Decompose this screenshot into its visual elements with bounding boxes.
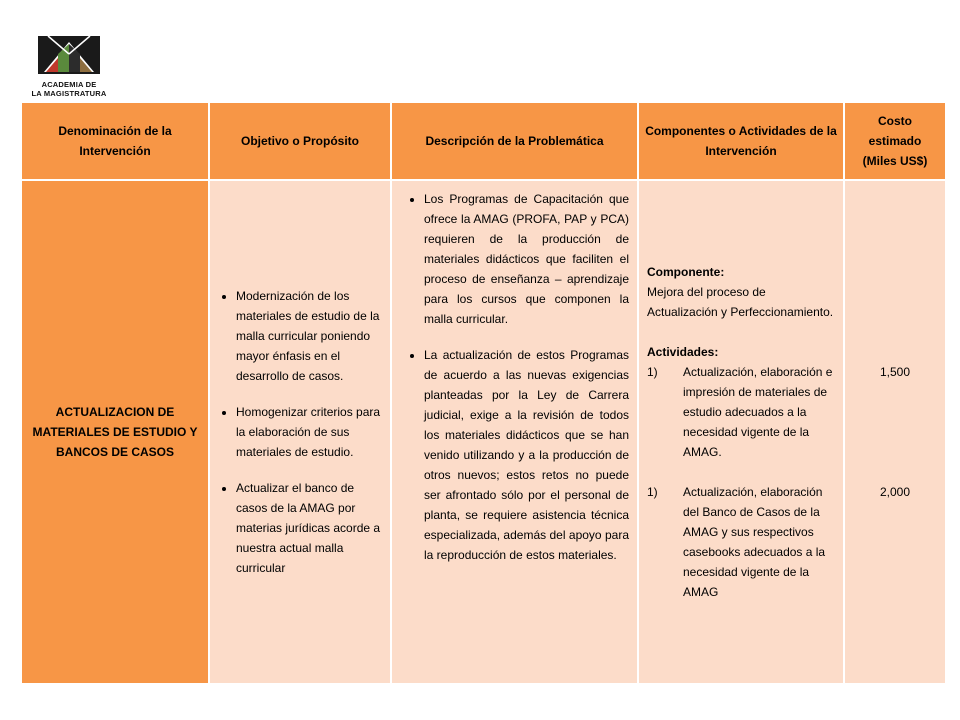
- list-item: [647, 482, 835, 602]
- componente-text: Mejora del proceso de Actualización y Perfeccionamiento.: [647, 285, 834, 319]
- table-row: [22, 181, 945, 683]
- actividad-number: 1): [647, 485, 658, 499]
- actividades-label: Actividades:: [647, 345, 719, 359]
- costo-value: 2,000: [879, 485, 911, 499]
- actividad-text: Actualización, elaboración e impresión de materiales de estudio adecuados a la necesidad vigente de la AMAG.: [683, 365, 833, 459]
- objetivos-list: [218, 286, 382, 578]
- header-componentes: Componentes o Actividades de la Intervención: [639, 103, 843, 179]
- list-item: • Modernización de los materiales de estudio de la malla curricular poniendo mayor énfasis en el desarrollo de casos.: [236, 286, 382, 386]
- actividad-number: 1): [647, 365, 658, 379]
- logo-text: [24, 80, 114, 98]
- header-objetivo: Objetivo o Propósito: [210, 103, 390, 179]
- intervention-table: [20, 101, 947, 685]
- list-item: [647, 362, 835, 462]
- header-problematica: Descripción de la Problemática: [392, 103, 637, 179]
- cell-denominacion: ACTUALIZACION DE MATERIALES DE ESTUDIO Y BANCOS DE CASOS: [22, 181, 208, 683]
- academia-logo: [24, 30, 114, 100]
- costo-value: 1,500: [879, 365, 911, 379]
- header-denominacion: Denominación de la Intervención: [22, 103, 208, 179]
- logo-line1: ACADEMIA DE: [41, 80, 97, 89]
- actividad-text: Actualización, elaboración del Banco de Casos de la AMAG y sus respectivos casebooks adecuados a la necesidad vigente de la AMAG: [683, 485, 826, 599]
- header-costo: Costo estimado (Miles US$): [845, 103, 945, 179]
- componente-label: Componente:: [647, 265, 725, 279]
- list-item: • Actualizar el banco de casos de la AMAG por materias jurídicas acorde a nuestra actual malla curricular: [236, 478, 382, 578]
- actividades-list: [647, 362, 835, 602]
- logo-emblem-icon: [24, 30, 114, 80]
- cell-objetivos: [210, 181, 390, 683]
- list-item: • La actualización de estos Programas de acuerdo a las nuevas exigencias planteadas por la Ley de Carrera judicial, exige a la revisión de todos los materiales didácticos que se han venido utilizando y a la producción de otros nuevos; estos retos no puede ser afrontado sólo por el personal de planta, se requiere asistencia técnica especializada, además del apoyo para la reproducción de estos materiales.: [424, 345, 629, 565]
- cell-problematica: [392, 181, 637, 683]
- list-item: • Homogenizar criterios para la elaboración de sus materiales de estudio.: [236, 402, 382, 462]
- list-item: • Los Programas de Capacitación que ofrece la AMAG (PROFA, PAP y PCA) requieren de la producción de materiales didácticos que faciliten el proceso de enseñanza – aprendizaje para los cursos que componen la malla curricular.: [424, 189, 629, 329]
- logo-line2: LA MAGISTRATURA: [31, 89, 107, 98]
- cell-costo: [845, 181, 945, 683]
- cell-componentes: [639, 181, 843, 683]
- table-header-row: [22, 103, 945, 179]
- problematica-list: [400, 189, 629, 565]
